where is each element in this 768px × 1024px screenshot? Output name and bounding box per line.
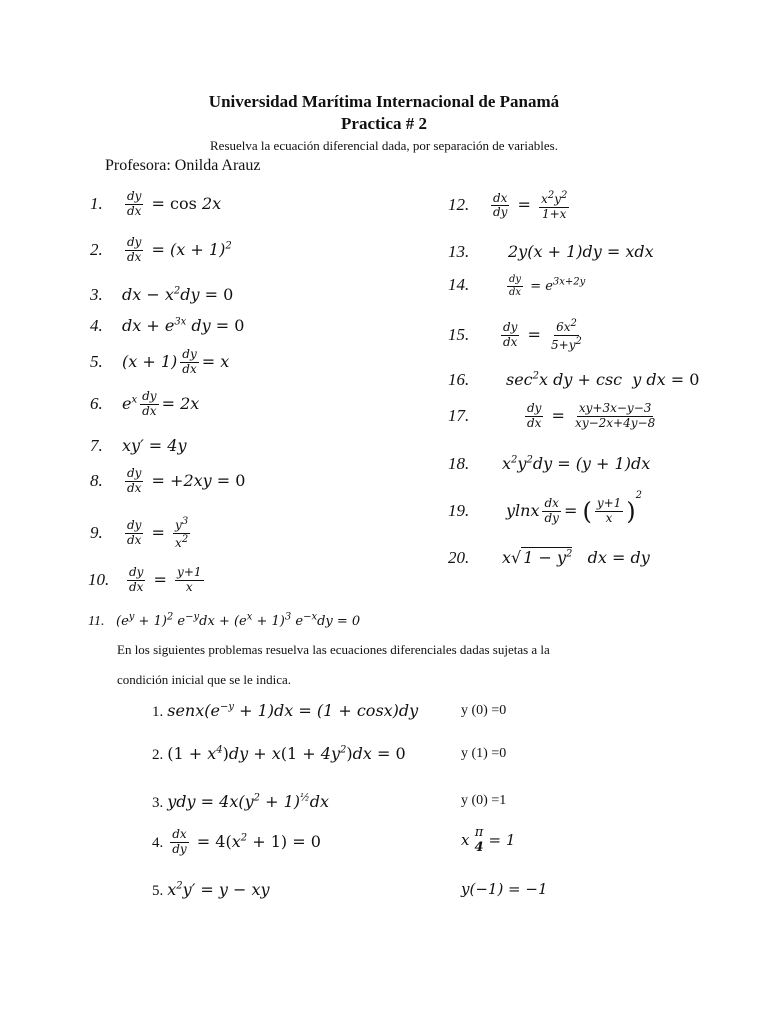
problem-number: 8. bbox=[90, 470, 103, 490]
equation: dx + $e^{3x}$ dy = 0 bbox=[122, 316, 245, 335]
ivp-3-condition: y (0) =1 bbox=[461, 793, 507, 808]
equation: 2y(x + 1)dy = xdx bbox=[508, 242, 654, 261]
ivp-2 bbox=[152, 744, 406, 764]
problem-number: 13. bbox=[448, 242, 470, 261]
problem-8 bbox=[90, 467, 245, 496]
problem-20 bbox=[448, 548, 650, 568]
ivp-5-condition: y(−1) = −1 bbox=[461, 880, 548, 898]
problem-16 bbox=[448, 370, 699, 390]
equation: ydy = $4x(y^2 + 1)^{\frac{1}{2}}dx$ bbox=[167, 792, 329, 811]
equation: $\frac{dy}{dx}$ = $\frac{y^3}{x^2}$ bbox=[127, 516, 189, 550]
ivp-1 bbox=[152, 701, 418, 721]
problem-14 bbox=[448, 274, 585, 298]
problem-17 bbox=[448, 402, 660, 431]
equation: $x^2y^2dy = (y + 1)dx$ bbox=[502, 454, 651, 473]
problem-2 bbox=[90, 236, 232, 265]
ivp-5 bbox=[152, 880, 270, 900]
problem-9 bbox=[90, 516, 193, 551]
problem-number: 2. bbox=[90, 239, 103, 259]
ivp-number: 3. bbox=[152, 795, 164, 811]
ivp-number: 1. bbox=[152, 704, 164, 720]
problem-number: 4. bbox=[90, 316, 103, 335]
problem-number: 12. bbox=[448, 195, 470, 215]
equation: dx − $x^2dy = 0$ bbox=[122, 285, 234, 304]
problem-3 bbox=[90, 285, 233, 305]
problem-number: 19. bbox=[448, 501, 470, 520]
problem-4 bbox=[90, 316, 244, 336]
problem-number: 10. bbox=[88, 569, 110, 589]
equation: $\frac{dy}{dx}$ = +2xy = 0 bbox=[127, 466, 246, 495]
problem-7 bbox=[90, 436, 187, 456]
ivp-number: 2. bbox=[152, 747, 164, 763]
problem-number: 20. bbox=[448, 548, 470, 567]
problem-6 bbox=[90, 390, 199, 419]
instruction: Resuelva la ecuación diferencial dada, por separación de variables. bbox=[210, 138, 558, 153]
problem-number: 7. bbox=[90, 436, 103, 455]
problem-5 bbox=[90, 348, 229, 377]
problem-number: 11. bbox=[88, 614, 105, 630]
problem-number: 14. bbox=[448, 274, 470, 294]
equation: $(e^y + 1)^2$ $e^{-y}dx + (e^x + 1)^3$ $e^{-x}dy = 0$ bbox=[116, 612, 361, 630]
equation: $\sec^2x$ dy + csc y dx = 0 bbox=[506, 370, 700, 389]
equation: $x^2y' = y$ − xy bbox=[167, 880, 270, 899]
practice-title: Practica # 2 bbox=[341, 114, 427, 133]
ivp-4-condition: x π 4 = 1 bbox=[461, 825, 516, 855]
ivp-3 bbox=[152, 792, 329, 812]
problem-18 bbox=[448, 454, 650, 474]
ivp-2-condition: y (1) =0 bbox=[461, 746, 507, 761]
equation: $\frac{dy}{dx}$ = $\frac{y+1}{x}$ bbox=[129, 565, 202, 594]
equation: xy′ = 4y bbox=[122, 436, 187, 455]
equation: $senx(e^{-y} + 1)dx = (1 + \cos x)dy$ bbox=[167, 701, 419, 720]
equation: (x + 1) $\frac{dy}{dx}$ = x bbox=[122, 347, 230, 376]
equation: $\frac{dy}{dx}$ = $\frac{xy+3x-y-3}{xy-2x+4y-8}$ bbox=[527, 401, 656, 430]
equation: $\frac{dx}{dy}$ = $4(x^2 + 1) = 0$ bbox=[172, 827, 321, 856]
equation: $\frac{dy}{dx}$ = $e^{3x+2y}$ bbox=[509, 274, 586, 298]
problem-15 bbox=[448, 318, 587, 353]
problem-number: 18. bbox=[448, 454, 470, 473]
section2-intro-line1: En los siguientes problemas resuelva las ecuaciones diferenciales dadas sujetas a la bbox=[117, 642, 550, 657]
problem-12 bbox=[448, 190, 572, 222]
university-title: Universidad Marítima Internacional de Panamá bbox=[208, 92, 560, 111]
equation: $\frac{dy}{dx}$ = $(x + 1)^2$ bbox=[127, 235, 232, 264]
ivp-1-condition: y (0) =0 bbox=[461, 703, 507, 718]
equation: $\frac{dy}{dx}$ = cos 2x bbox=[127, 189, 222, 218]
teacher-name: Profesora: Onilda Arauz bbox=[105, 157, 261, 174]
problem-10 bbox=[88, 566, 207, 595]
problem-number: 17. bbox=[448, 405, 470, 425]
equation: $e^x$ $\frac{dy}{dx}$ = 2x bbox=[122, 389, 200, 418]
problem-13 bbox=[448, 242, 654, 262]
problem-number: 5. bbox=[90, 351, 103, 371]
problem-19 bbox=[448, 490, 642, 526]
ivp-4 bbox=[152, 828, 321, 857]
equation: $\frac{dx}{dy}$ = $\frac{x^2y^2}{1+x}$ bbox=[493, 190, 568, 221]
problem-number: 9. bbox=[90, 522, 103, 542]
ivp-number: 4. bbox=[152, 834, 164, 851]
problem-number: 1. bbox=[90, 193, 103, 213]
problem-number: 16. bbox=[448, 370, 470, 389]
problem-number: 3. bbox=[90, 285, 103, 304]
equation: $\frac{dy}{dx}$ = $\frac{6x^2}{5+y^2}$ bbox=[503, 318, 582, 352]
equation: x√ $1 - y^2$ dx = dy bbox=[502, 548, 650, 567]
ivp-number: 5. bbox=[152, 883, 164, 899]
problem-1 bbox=[90, 190, 221, 219]
problem-11 bbox=[88, 612, 360, 630]
section2-intro-line2: condición inicial que se le indica. bbox=[117, 672, 291, 687]
problem-number: 6. bbox=[90, 393, 103, 413]
equation: ylnx $\frac{dx}{dy}$ = ( $\frac{y+1}{x}$ )$^2$ bbox=[506, 490, 643, 526]
equation: $(1 + x^4)dy + x(1 + 4y^2)dx = 0$ bbox=[167, 744, 406, 763]
problem-number: 15. bbox=[448, 324, 470, 344]
